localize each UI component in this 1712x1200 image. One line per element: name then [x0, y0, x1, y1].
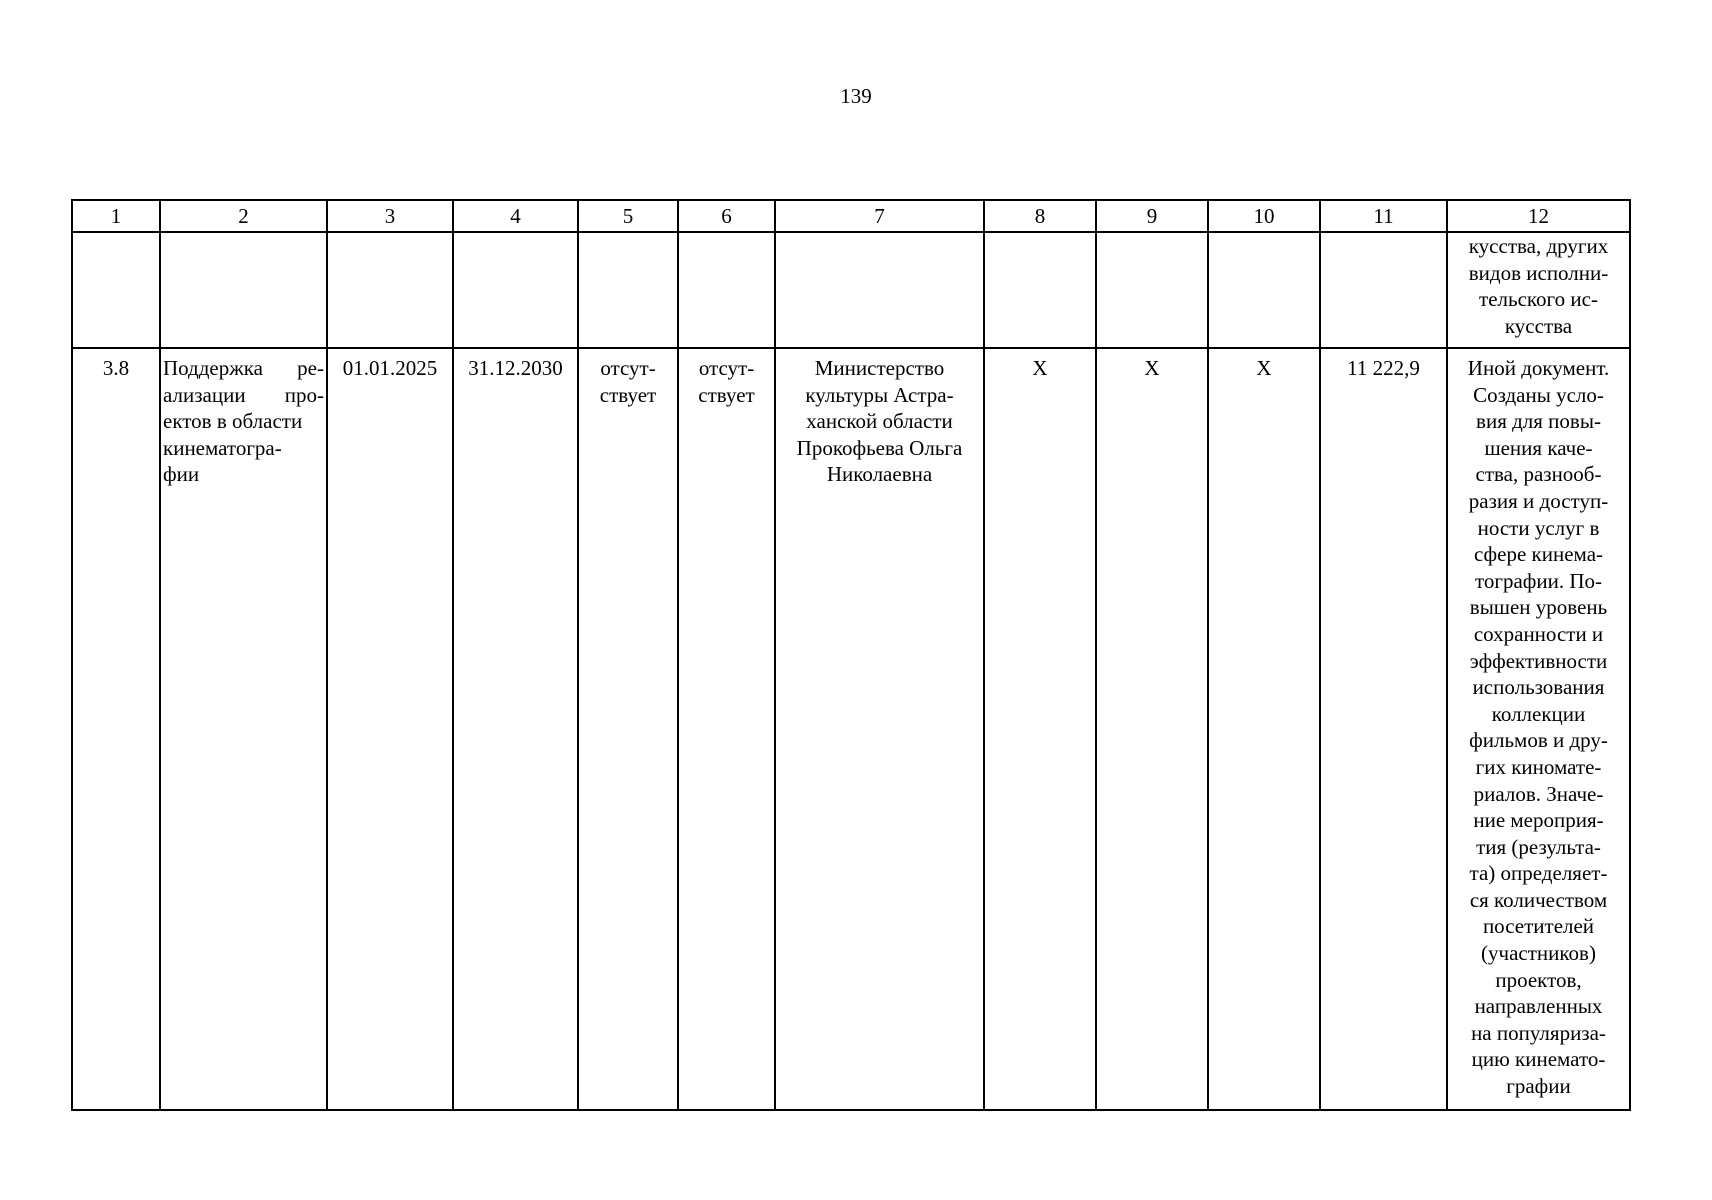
table-cell	[775, 232, 984, 348]
start-date: 01.01.2025	[327, 348, 453, 1110]
column-header-1: 1	[72, 200, 160, 232]
responsible-executor: Министерство культуры Астра- ханской области Прокофьева Ольга Николаевна	[775, 348, 984, 1110]
column-header-4: 4	[453, 200, 578, 232]
column-header-6: 6	[678, 200, 775, 232]
row-number: 3.8	[72, 348, 160, 1110]
table-cell	[160, 232, 327, 348]
header-row	[72, 200, 1630, 232]
column-5-value: отсут- ствует	[578, 348, 678, 1110]
table-cell	[1320, 232, 1447, 348]
table-cell	[1208, 232, 1320, 348]
continuation-row	[72, 232, 1630, 348]
column-header-8: 8	[984, 200, 1096, 232]
column-8-value: Х	[984, 348, 1096, 1110]
table-cell	[72, 232, 160, 348]
column-header-7: 7	[775, 200, 984, 232]
table-cell	[327, 232, 453, 348]
column-10-value: Х	[1208, 348, 1320, 1110]
measure-name: Поддержка ре- ализации про- ектов в области кинематогра- фии	[160, 348, 327, 1110]
continued-result-text: кусства, других видов исполни- тельского ис- кусства	[1447, 232, 1630, 348]
table-cell	[578, 232, 678, 348]
table-cell	[678, 232, 775, 348]
result-description: Иной документ. Созданы усло- вия для повы- шения каче- ства, разнооб- разия и доступ- ности услуг в сфере кинема- тографии. По- вышен уровень сохранности и эффективности использования коллекции фильмов и дру- гих киномате- риалов. Значе- ние мероприя- тия (результа- та) определяет- ся количеством посетителей (участников) проектов, направленных на популяриза- цию кинемато- графии	[1447, 348, 1630, 1110]
table-row	[72, 348, 1630, 1110]
column-header-10: 10	[1208, 200, 1320, 232]
table-cell	[453, 232, 578, 348]
page-number: 139	[840, 84, 872, 108]
table-cell	[1096, 232, 1208, 348]
funding-amount: 11 222,9	[1320, 348, 1447, 1110]
column-header-3: 3	[327, 200, 453, 232]
column-header-9: 9	[1096, 200, 1208, 232]
table-cell	[984, 232, 1096, 348]
column-header-5: 5	[578, 200, 678, 232]
column-6-value: отсут- ствует	[678, 348, 775, 1110]
column-header-12: 12	[1447, 200, 1630, 232]
column-header-2: 2	[160, 200, 327, 232]
column-header-11: 11	[1320, 200, 1447, 232]
column-9-value: Х	[1096, 348, 1208, 1110]
measures-table	[71, 199, 1631, 1111]
end-date: 31.12.2030	[453, 348, 578, 1110]
